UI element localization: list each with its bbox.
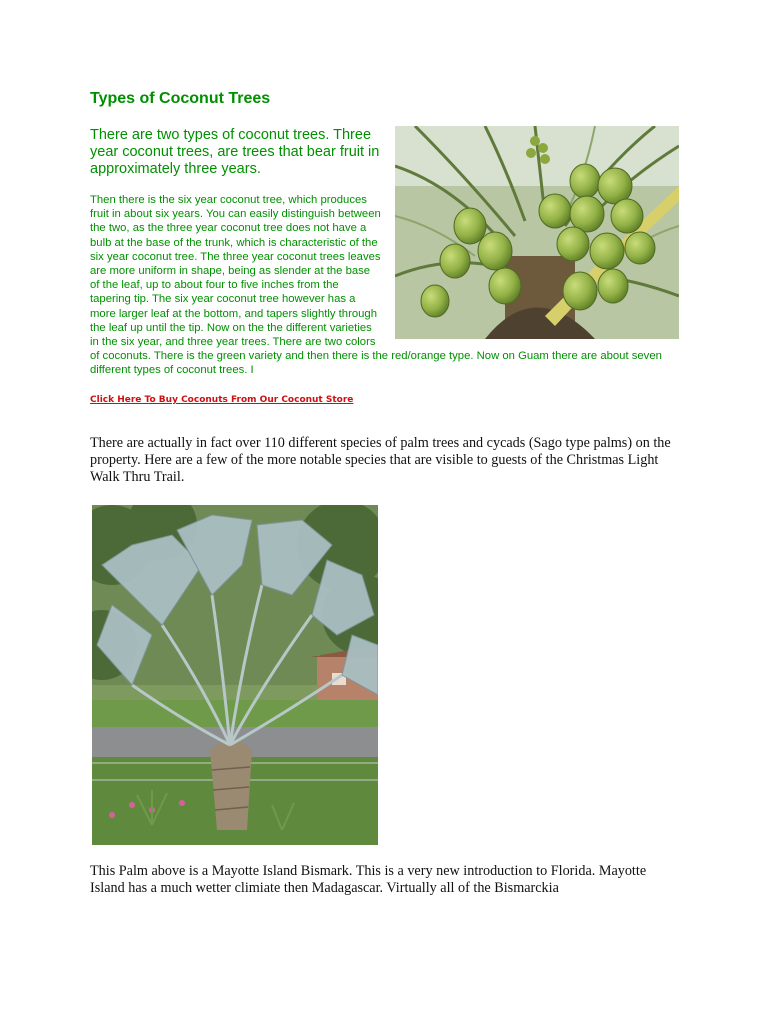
buy-coconuts-link[interactable]: Click Here To Buy Coconuts From Our Coconut Store <box>90 395 354 405</box>
coconut-details-text: Then there is the six year coconut tree, which produces fruit in about six years. You can easily distinguish between the two, as the three year coconut tree does not have a bulb at the base of the trunk, which is characteristic of the six year coconut tree. The three year coconut trees leaves are more uniform in shape, being as slender at the base of the leaf, up to about four to five inches from the tapering tip. The six year coconut tree however has a more larger leaf at the bottom, and tapers slightly through the leaf up until the tip. Now on the the different varieties in the six year, and three year trees. There are two colors of coconuts. There is the green variety and then there is the red/orange type. Now on Guam there are about seven different types of coconut trees. I <box>90 194 662 377</box>
bismarck-palm-photo <box>92 505 378 845</box>
coconut-details-paragraph <box>90 193 680 378</box>
image-wrap-spacer <box>382 193 680 340</box>
palm-caption-paragraph: This Palm above is a Mayotte Island Bismark. This is a very new introduction to Florida. Mayotte Island has a much wetter climiate then Madagascar. Virtually all of the Bismarckia <box>90 863 647 897</box>
palm-species-paragraph: There are actually in fact over 110 different species of palm trees and cycads (Sago type palms) on the property. Here are a few of the more notable species that are visible to guests of the Christmas Light Walk Thru Trail. <box>90 435 671 486</box>
page-title: Types of Coconut Trees <box>90 90 271 107</box>
intro-paragraph: There are two types of coconut trees. Three year coconut trees, are trees that bear fruit in approximately three years. <box>90 127 380 177</box>
